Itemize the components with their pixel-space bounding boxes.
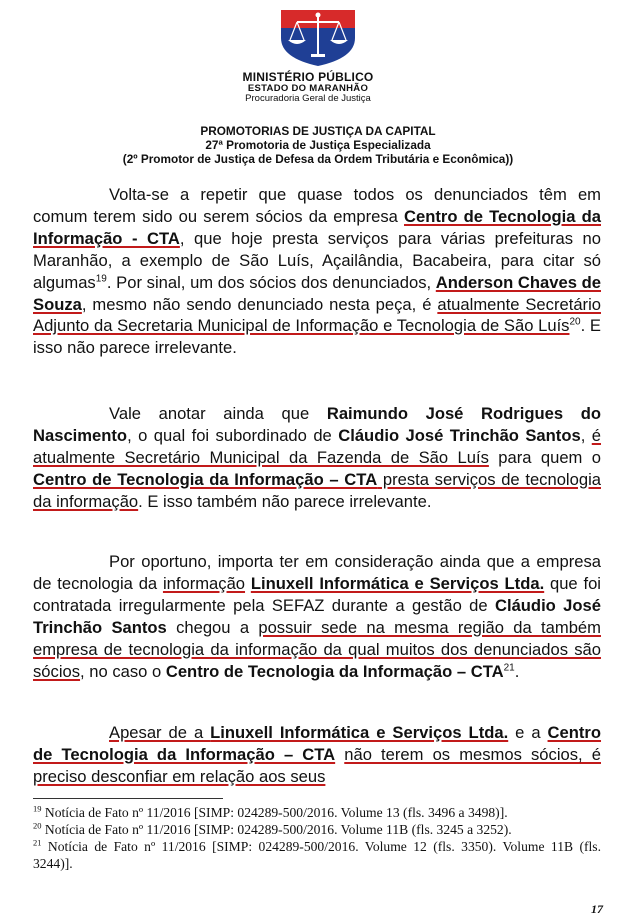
paragraph-4: Apesar de a Linuxell Informática e Serviços Ltda. e a Centro de Tecnologia da Informação – CTA não terem os mesmos sócios, é preciso desconfiar em relação aos seus (33, 723, 602, 786)
footnote-20: $^{20}$ Notícia de Fato nº 11/2016 [SIMP: 024289-500/2016. Volume 11B (fls. 3245 a 3252). (33, 820, 512, 837)
footnote-ref-19[interactable]: 19 (95, 273, 107, 285)
document-description: (2º Promotor de Justiça de Defesa da Ordem Tributária e Econômica)) (122, 152, 514, 166)
document-subtitle: 27ª Promotoria de Justiça Especializada (205, 138, 431, 152)
document-title: PROMOTORIAS DE JUSTIÇA DA CAPITAL (200, 124, 436, 138)
paragraph-1: Volta-se a repetir que quase todos os denunciados têm em comum terem sido ou serem sócios da empresa Centro de Tecnologia da Informação - CTA, que hoje presta serviços para várias prefeituras no Maranhão, a exemplo de São Luís, Açailândia, Bacabeira, para citar só algumas$^{19}$. Por sinal, um dos sócios dos denunciados, Anderson Chaves de Souza, mesmo não sendo denunciado nesta peça, é atualmente Secretário Adjunto da Secretaria Municipal de Informação e Tecnologia de São Luís$^{20}$. E isso não parece irrelevante. (33, 185, 602, 358)
paragraph-2: Vale anotar ainda que Raimundo José Rodrigues do Nascimento, o qual foi subordinado de Cláudio José Trinchão Santos, é atualmente Secretário Municipal da Fazenda de São Luís para quem o Centro de Tecnologia da Informação – CTA presta serviços de tecnologia da informação. E isso também não parece irrelevante. (33, 404, 601, 511)
footnote-ref-21[interactable]: 21 (503, 662, 515, 673)
ministerio-publico-logo (277, 6, 359, 68)
paragraph-3: Por oportuno, importa ter em consideração ainda que a empresa de tecnologia da informação Linuxell Informática e Serviços Ltda. que foi contratada irregularmente pela SEFAZ durante a gestão de Cláudio José Trinchão Santos chegou a possuir sede na mesma região da também empresa de tecnologia da informação da qual muitos dos denunciados são sócios, no caso o Centro de Tecnologia da Informação – CTA$^{21}$. (33, 552, 601, 681)
institution-office: Procuradoria Geral de Justiça (245, 93, 371, 104)
page-number: 17 (591, 902, 603, 916)
footnotes (33, 804, 601, 872)
footnote-21: $^{21}$ Notícia de Fato nº 11/2016 [SIMP: 024289-500/2016. Volume 12 (fls. 3350). Volume 11B (fls. 3244)]. (33, 837, 601, 871)
institution-state: ESTADO DO MARANHÃO (247, 83, 369, 94)
footnote-separator (33, 798, 223, 799)
footnote-ref-20[interactable]: 20 (569, 316, 581, 328)
institution-name: MINISTÉRIO PÚBLICO (242, 70, 374, 84)
footnote-19: $^{19}$ Notícia de Fato nº 11/2016 [SIMP: 024289-500/2016. Volume 13 (fls. 3496 a 3498)]. (33, 803, 508, 820)
